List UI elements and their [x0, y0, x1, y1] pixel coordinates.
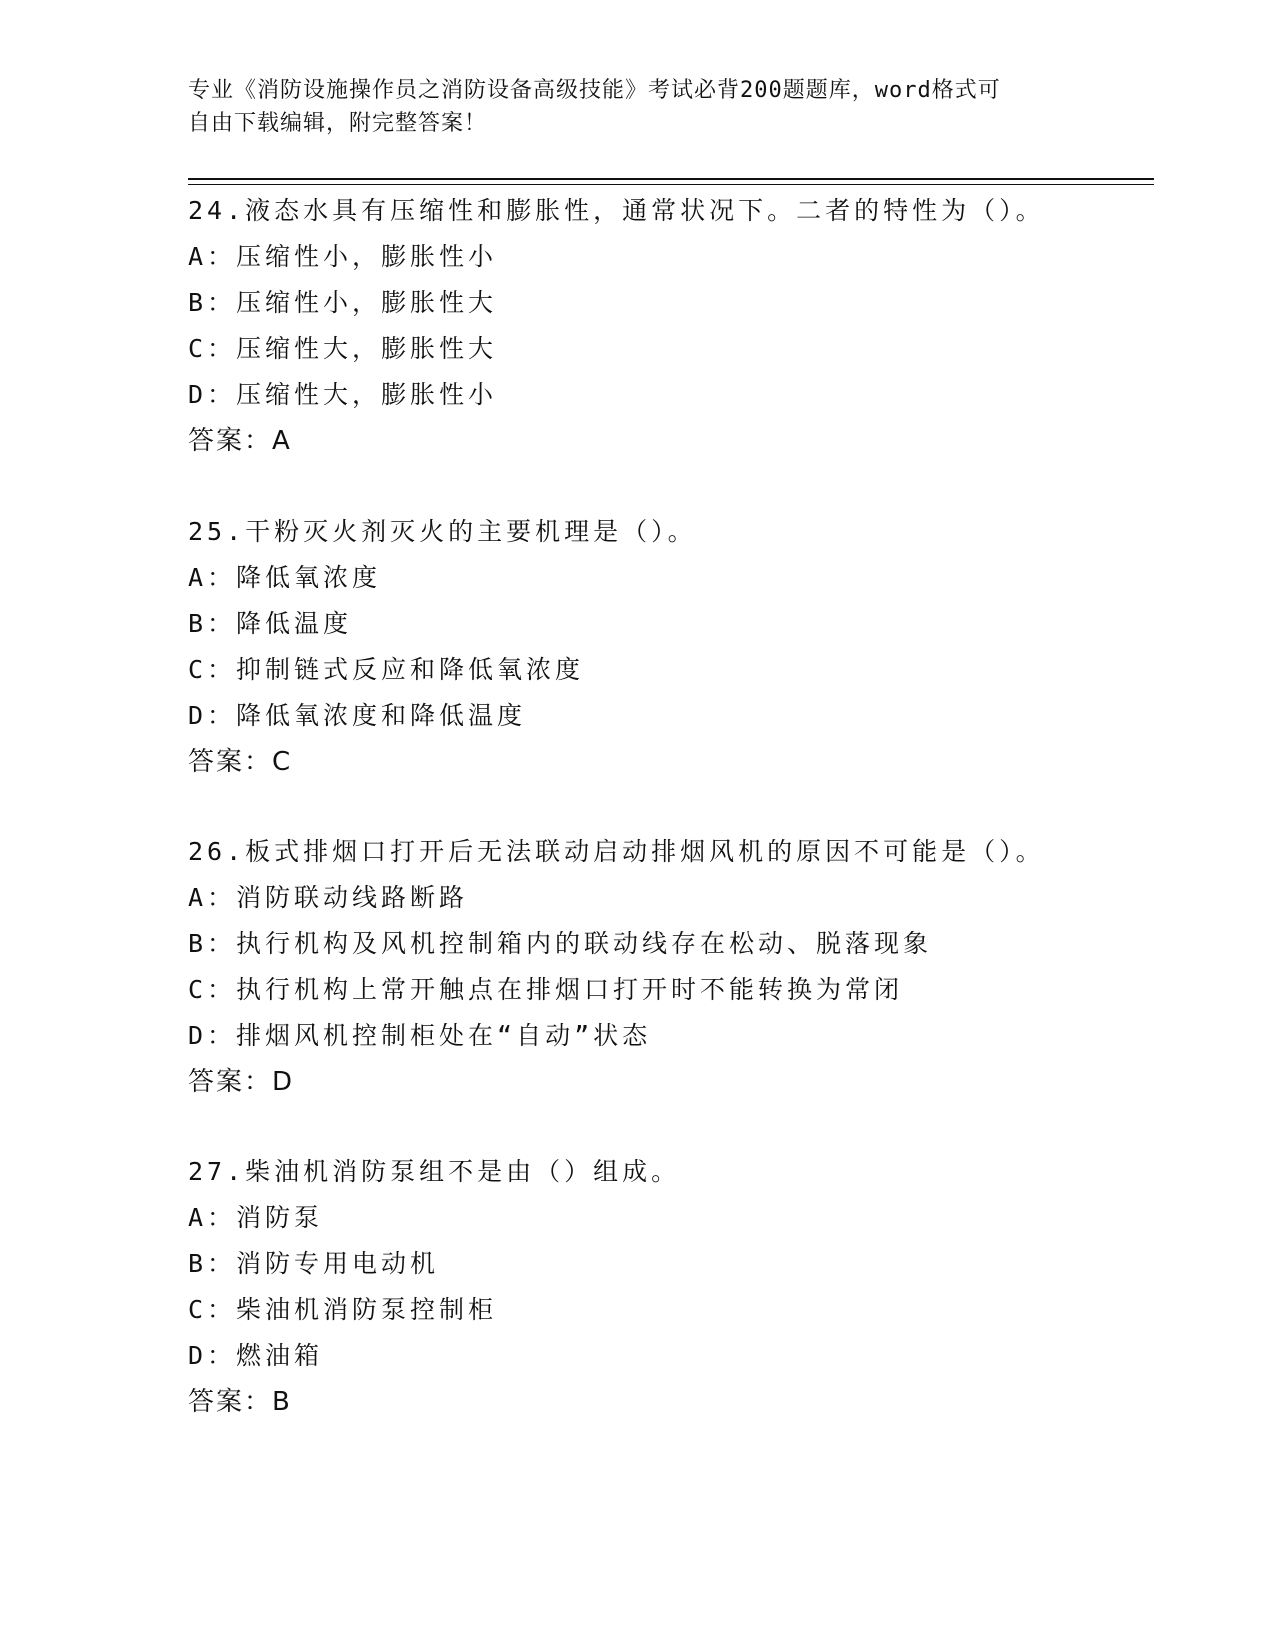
- answer-line: 答案：C: [188, 747, 293, 777]
- answer-line: 答案：B: [188, 1387, 292, 1417]
- answer-line: 答案：D: [188, 1067, 295, 1097]
- option-a: A：消防泵: [188, 1203, 324, 1232]
- option-b: B：消防专用电动机: [188, 1249, 440, 1278]
- document-header: [188, 74, 1088, 140]
- option-d: D：降低氧浓度和降低温度: [188, 701, 527, 730]
- question-24: [188, 188, 1148, 464]
- option-a: A：消防联动线路断路: [188, 883, 469, 912]
- question-stem: 27.柴油机消防泵组不是由（）组成。: [188, 1157, 681, 1186]
- header-divider-thin: [188, 184, 1154, 185]
- option-d: D：排烟风机控制柜处在“自动”状态: [188, 1021, 652, 1050]
- question-stem: 25.干粉灭火剂灭火的主要机理是（）。: [188, 517, 697, 546]
- option-b: B：压缩性小，膨胀性大: [188, 288, 498, 317]
- option-b: B：执行机构及风机控制箱内的联动线存在松动、脱落现象: [188, 929, 933, 958]
- option-b: B：降低温度: [188, 609, 353, 638]
- question-25: [188, 509, 1148, 785]
- option-a: A：降低氧浓度: [188, 563, 382, 592]
- answer-line: 答案：A: [188, 426, 292, 456]
- header-line-2: 自由下载编辑，附完整答案！: [188, 111, 488, 136]
- option-c: C：抑制链式反应和降低氧浓度: [188, 655, 585, 684]
- option-c: C：压缩性大，膨胀性大: [188, 334, 498, 363]
- question-stem: 26.板式排烟口打开后无法联动启动排烟风机的原因不可能是（）。: [188, 837, 1045, 866]
- header-line-1: 专业《消防设施操作员之消防设备高级技能》考试必背200题题库，word格式可: [188, 78, 1001, 103]
- option-a: A：压缩性小，膨胀性小: [188, 242, 498, 271]
- question-stem: 24.液态水具有压缩性和膨胀性，通常状况下。二者的特性为（）。: [188, 196, 1045, 225]
- option-d: D：燃油箱: [188, 1341, 324, 1370]
- header-divider-thick: [188, 178, 1154, 180]
- question-26: [188, 829, 1148, 1105]
- option-d: D：压缩性大，膨胀性小: [188, 380, 498, 409]
- option-c: C：执行机构上常开触点在排烟口打开时不能转换为常闭: [188, 975, 904, 1004]
- question-27: [188, 1149, 1148, 1425]
- option-c: C：柴油机消防泵控制柜: [188, 1295, 498, 1324]
